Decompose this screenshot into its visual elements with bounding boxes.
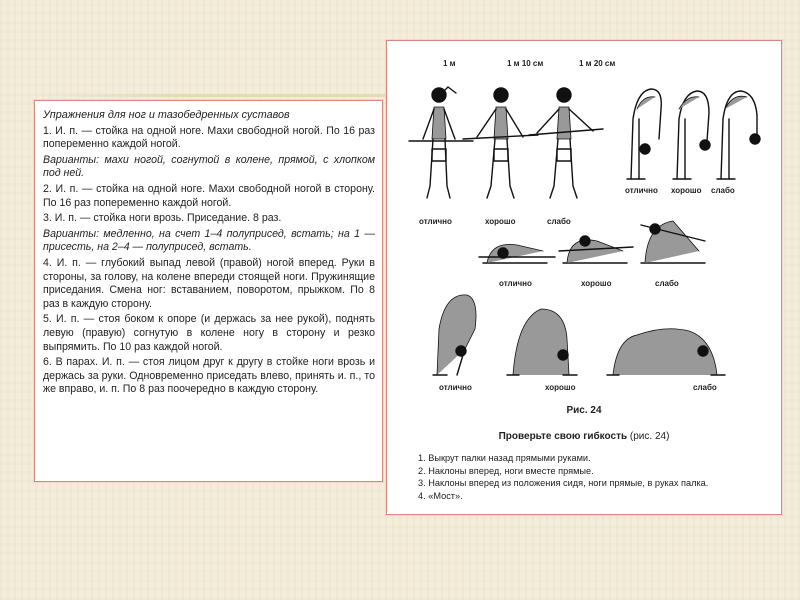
check-title-bold: Проверьте свою гибкость bbox=[498, 431, 628, 442]
check-list bbox=[418, 452, 768, 502]
list-item: 4. «Мост». bbox=[418, 490, 463, 501]
bridge-rating-excellent: отлично bbox=[439, 383, 472, 392]
bridge-illustration bbox=[417, 289, 747, 379]
figure-caption: Рис. 24 bbox=[566, 405, 602, 416]
list-item: 1. Выкрут палки назад прямыми руками. bbox=[418, 453, 591, 463]
seated-rating-weak: слабо bbox=[655, 279, 679, 288]
bridge-rating-good: хорошо bbox=[545, 383, 576, 392]
exercise-1-variants: Варианты: махи ногой, согнутой в колене, прямой, с хлопком под ней. bbox=[43, 153, 375, 180]
stick-rating-good: хорошо bbox=[485, 217, 516, 226]
exercise-5: 5. И. п. — стоя боком к опоре (и держась за нее рукой), поднять левую (правую) согнутую в колене ногу в сторону и резко выпрямить. По 10 раз каждой ногой. bbox=[43, 313, 375, 353]
stick-label-1m: 1 м bbox=[443, 59, 456, 68]
bend-rating-weak: слабо bbox=[711, 186, 735, 195]
exercise-3-variants: Варианты: медленно, на счет 1–4 полуприсед, встать; на 1 — присесть, на 2–4 — полуприсед, встать. bbox=[43, 227, 375, 254]
exercise-text bbox=[43, 109, 375, 399]
exercise-title: Упражнения для ног и тазобедренных суставов bbox=[43, 109, 290, 121]
exercise-4: 4. И. п. — глубокий выпад левой (правой) ногой вперед. Руки в стороны, за голову, на колене впереди стоящей ноги. Пружинящие приседания. Смена ног: вставанием, поворотом, прыжком. По 8 раз в каждую сторону. bbox=[43, 256, 375, 310]
exercise-2: 2. И. п. — стойка на одной ноге. Махи свободной ногой в сторону. По 16 раз попеременно каждой ногой. bbox=[43, 182, 375, 209]
forward-bend-illustration bbox=[617, 79, 767, 184]
stick-rating-excellent: отлично bbox=[419, 217, 452, 226]
stick-label-1m10: 1 м 10 см bbox=[507, 59, 544, 68]
bridge-rating-weak: слабо bbox=[693, 383, 717, 392]
bend-rating-excellent: отлично bbox=[625, 186, 658, 195]
exercise-1: 1. И. п. — стойка на одной ноге. Махи свободной ногой. По 16 раз попеременно каждой ногой. bbox=[43, 124, 375, 151]
seated-rating-excellent: отлично bbox=[499, 279, 532, 288]
check-title bbox=[387, 431, 781, 442]
check-title-ref: (рис. 24) bbox=[627, 431, 670, 442]
seated-bend-illustration bbox=[477, 211, 707, 276]
exercise-6: 6. В парах. И. п. — стоя лицом друг к другу в стойке ноги врозь и держась за руки. Одновременно приседать влево, принять и. п., то же вправо, и. п. По 8 раз поочередно в каждую сторону. bbox=[43, 356, 375, 396]
exercise-3: 3. И. п. — стойка ноги врозь. Приседание. 8 раз. bbox=[43, 212, 282, 225]
stick-rating-weak: слабо bbox=[547, 217, 571, 226]
flexibility-figure-card bbox=[386, 40, 782, 515]
stick-label-1m20: 1 м 20 см bbox=[579, 59, 616, 68]
bend-rating-good: хорошо bbox=[671, 186, 702, 195]
stick-exercise-illustration bbox=[397, 61, 612, 211]
exercise-text-card bbox=[34, 100, 383, 482]
list-item: 3. Наклоны вперед из положения сидя, ноги прямые, в руках палка. bbox=[418, 478, 709, 488]
list-item: 2. Наклоны вперед, ноги вместе прямые. bbox=[418, 465, 594, 476]
seated-rating-good: хорошо bbox=[581, 279, 612, 288]
